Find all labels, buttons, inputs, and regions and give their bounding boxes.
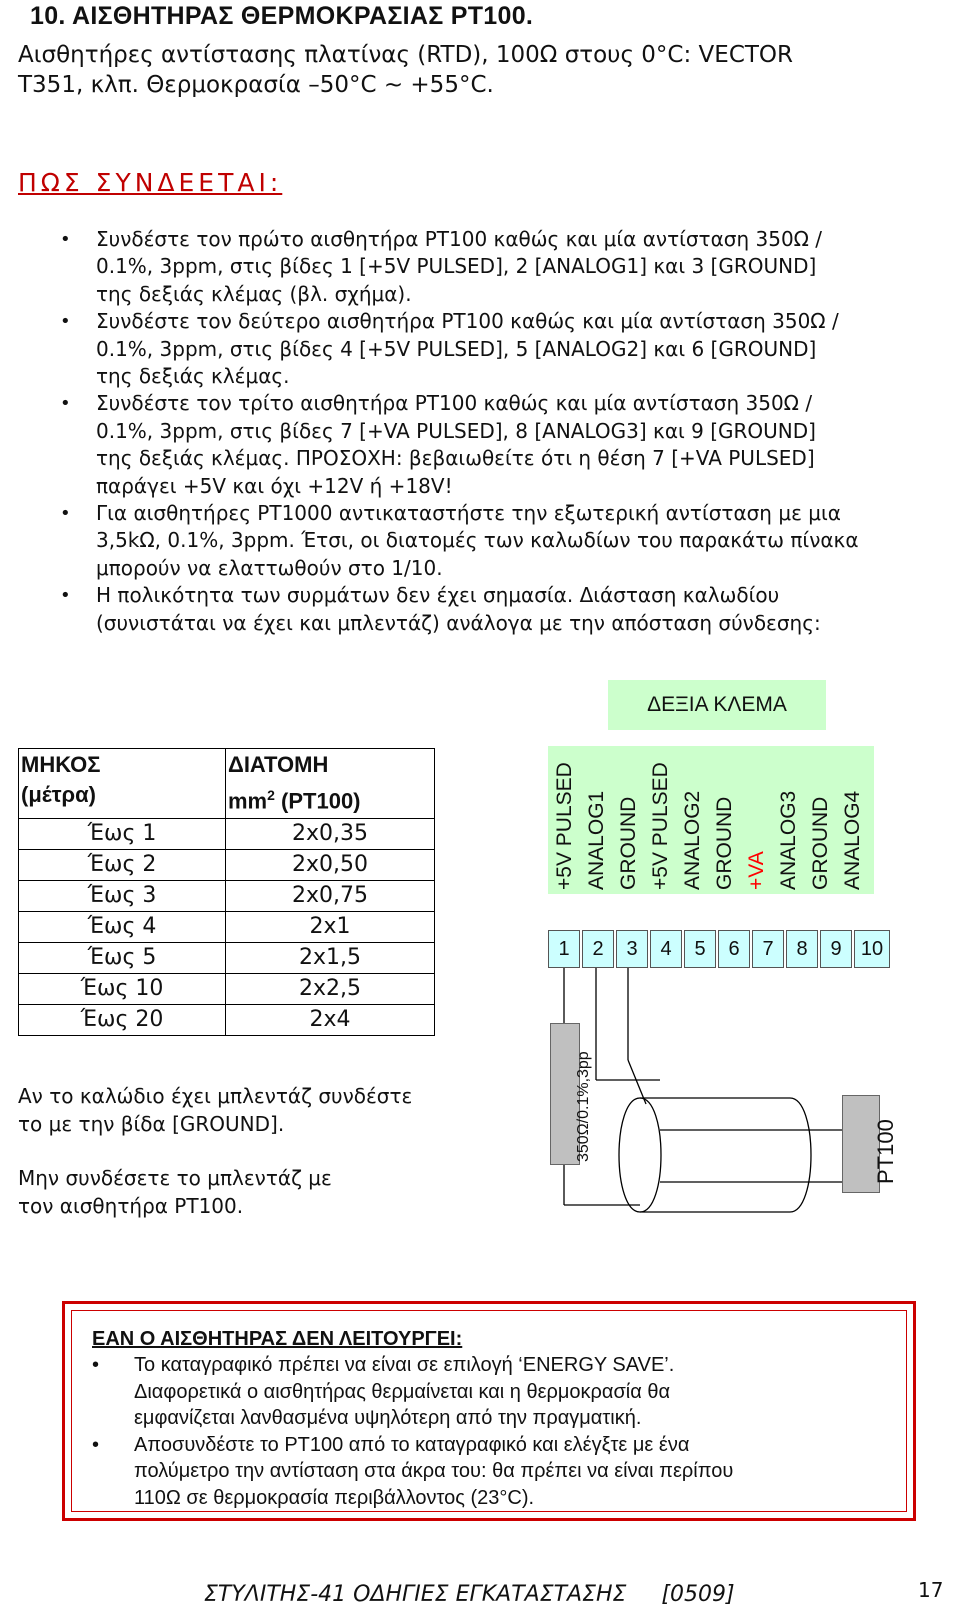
header-section-unit: mm xyxy=(228,788,268,814)
terminal-block-label: ΔΕΞΙΑ ΚΛΕΜΑ xyxy=(608,680,826,730)
section-cell: 2x2,5 xyxy=(226,974,435,1005)
pt100-sensor xyxy=(842,1095,898,1193)
terminal-label: +5V PULSED xyxy=(649,762,672,890)
terminal-screw: 8 xyxy=(786,930,818,968)
section-cell: 2x0,35 xyxy=(226,819,435,850)
instruction-item: • Η πολικότητα των συρμάτων δεν έχει σημασία. Διάσταση καλωδίου (συνιστάται να έχει και μπλεντάζ) ανάλογα με την απόσταση σύνδεσης: xyxy=(60,582,940,637)
terminal-screw: 4 xyxy=(650,930,682,968)
terminal-screw: 5 xyxy=(684,930,716,968)
section-cell: 2x0,75 xyxy=(226,881,435,912)
terminal-label: ANALOG1 xyxy=(585,790,608,890)
terminal-screw: 9 xyxy=(820,930,852,968)
length-cell: Έως 1 xyxy=(19,819,226,850)
page-number: 17 xyxy=(918,1578,944,1602)
terminal-screw: 7 xyxy=(752,930,784,968)
length-cell: Έως 3 xyxy=(19,881,226,912)
terminal-label: ANALOG2 xyxy=(681,790,704,890)
resistor-label: 350Ω/0.1%,3pp xyxy=(575,1051,592,1162)
header-length: ΜΗΚΟΣ (μέτρα) xyxy=(19,749,226,819)
length-cell: Έως 2 xyxy=(19,850,226,881)
shield-note: Αν το καλώδιο έχει μπλεντάζ συνδέστε το με την βίδα [GROUND]. xyxy=(18,1084,413,1136)
section-cell: 2x1 xyxy=(226,912,435,943)
instruction-item: • Συνδέστε τον τρίτο αισθητήρα PT100 καθώς και μία αντίσταση 350Ω / 0.1%, 3ppm, στις βίδες 7 [+VA PULSED], 8 [ANALOG3] και 9 [GROUND] της δεξιάς κλέμας. ΠΡΟΣΟΧΗ: βεβαιωθείτε ότι η θέση 7 [+VA PULSED] παράγει +5V και όχι +12V ή +18V! xyxy=(60,390,940,500)
terminal-screw: 6 xyxy=(718,930,750,968)
header-section-exponent: 2 xyxy=(267,787,275,803)
sensor-label: PT100 xyxy=(873,1119,898,1184)
section-cell: 2x1,5 xyxy=(226,943,435,974)
troubleshooting-item: • Αποσυνδέστε το PT100 από το καταγραφικό και ελέγξτε με ένα πολύμετρο την αντίσταση στα άκρα του: θα πρέπει να είναι περίπου 110Ω σε θερμοκρασία περιβάλλοντος (23°C). xyxy=(92,1432,892,1512)
cable-end-front xyxy=(640,1098,661,1212)
instruction-item: • Για αισθητήρες PT1000 αντικαταστήστε την εξωτερική αντίσταση με μια 3,5kΩ, 0.1%, 3ppm. Έτσι, οι διατομές των καλωδίων του παρακάτω πίνακα μπορούν να ελαττωθούν στο 1/10. xyxy=(60,500,940,582)
instruction-item: • Συνδέστε τον πρώτο αισθητήρα PT100 καθώς και μία αντίσταση 350Ω / 0.1%, 3ppm, στις βίδες 1 [+5V PULSED], 2 [ANALOG1] και 3 [GROUND] της δεξιάς κλέμας (βλ. σχήμα). xyxy=(60,226,940,308)
terminal-label: ANALOG3 xyxy=(777,790,800,890)
section-cell: 2x4 xyxy=(226,1005,435,1036)
reference-resistor xyxy=(550,1023,592,1165)
terminal-screw: 10 xyxy=(854,930,890,968)
terminal-label: +5V PULSED xyxy=(553,762,576,890)
how-to-connect-heading: ΠΩΣ ΣΥΝΔΕΕΤΑΙ: xyxy=(18,168,283,197)
intro-text: Αισθητήρες αντίστασης πλατίνας (RTD), 100Ω στους 0°C: VECTOR T351, κλπ. Θερμοκρασία –50°C ~ +55°C. xyxy=(18,42,794,98)
terminal-screw: 3 xyxy=(616,930,648,968)
cable-end-right xyxy=(790,1098,811,1212)
header-section-title: ΔΙΑΤΟΜΗ xyxy=(228,752,329,777)
page-title: 10. ΑΙΣΘΗΤΗΡΑΣ ΘΕΡΜΟΚΡΑΣΙΑΣ PT100. xyxy=(30,2,534,30)
length-cell: Έως 4 xyxy=(19,912,226,943)
length-cell: Έως 20 xyxy=(19,1005,226,1036)
section-cell: 2x0,50 xyxy=(226,850,435,881)
sensor-shield-note: Μην συνδέσετε το μπλεντάζ με τον αισθητήρα PT100. xyxy=(18,1166,332,1218)
terminal-label: GROUND xyxy=(809,796,832,890)
troubleshooting-item: • Το καταγραφικό πρέπει να είναι σε επιλογή ‘ENERGY SAVE’. Διαφορετικά ο αισθητήρας θερμαίνεται και η θερμοκρασία θα εμφανίζεται λανθασμένα υψηλότερη από την πραγματική. xyxy=(92,1352,892,1432)
header-section-sensor: (PT100) xyxy=(274,788,361,814)
terminal-screw: 2 xyxy=(582,930,614,968)
page-footer: ΣΤΥΛΙΤΗΣ-41 ΟΔΗΓΙΕΣ ΕΓΚΑΤΑΣΤΑΣΗΣ [0509] xyxy=(204,1582,735,1607)
terminal-label: GROUND xyxy=(713,796,736,890)
instruction-item: • Συνδέστε τον δεύτερο αισθητήρα PT100 καθώς και μία αντίσταση 350Ω / 0.1%, 3ppm, στις βίδες 4 [+5V PULSED], 5 [ANALOG2] και 6 [GROUND] της δεξιάς κλέμας. xyxy=(60,308,940,390)
terminal-screw: 1 xyxy=(548,930,580,968)
terminal-label: +VA xyxy=(745,851,768,890)
terminal-label: ANALOG4 xyxy=(841,790,864,890)
length-cell: Έως 5 xyxy=(19,943,226,974)
length-cell: Έως 10 xyxy=(19,974,226,1005)
troubleshooting-list xyxy=(92,1352,892,1511)
troubleshooting-title: ΕΑΝ Ο ΑΙΣΘΗΤΗΡΑΣ ΔΕΝ ΛΕΙΤΟΥΡΓΕΙ: xyxy=(92,1328,463,1350)
cable-end-left xyxy=(619,1098,640,1212)
terminal-label: GROUND xyxy=(617,796,640,890)
